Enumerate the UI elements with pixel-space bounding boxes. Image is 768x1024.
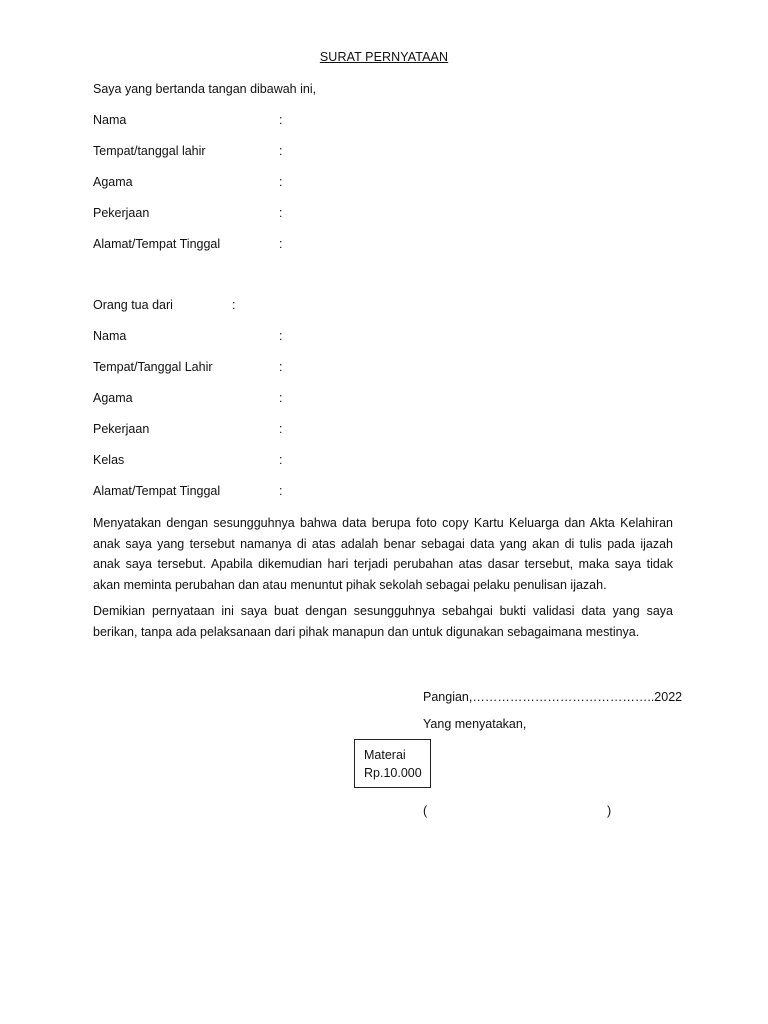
field-label: Agama xyxy=(93,175,133,189)
materai-label: Materai xyxy=(364,748,406,762)
field-label: Alamat/Tempat Tinggal xyxy=(93,484,221,498)
child-field-birth xyxy=(93,360,393,378)
signature-paren-close: ) xyxy=(607,804,612,818)
field-colon: : xyxy=(279,453,283,467)
child-field-address xyxy=(93,484,393,502)
field-colon: : xyxy=(279,144,283,158)
field-colon: : xyxy=(279,360,283,374)
field-colon: : xyxy=(279,206,283,220)
field-colon: : xyxy=(232,298,236,312)
closing-paragraph: Demikian pernyataan ini saya buat dengan sesungguhnya sebahgai bukti validasi data yang saya berikan, tanpa ada pelaksanaan dari pihak manapun dan untuk digunakan sebagaimana mestinya. xyxy=(93,604,673,639)
field-colon: : xyxy=(279,237,283,251)
field-label: Kelas xyxy=(93,453,125,467)
self-field-religion xyxy=(93,175,393,193)
self-field-occupation xyxy=(93,206,393,224)
materai-stamp-box xyxy=(354,739,431,788)
place-date: Pangian,……………………………………..2022 xyxy=(423,690,683,704)
intro-text: Saya yang bertanda tangan dibawah ini, xyxy=(93,82,317,96)
self-field-birth xyxy=(93,144,393,162)
field-label: Tempat/Tanggal Lahir xyxy=(93,360,213,374)
field-colon: : xyxy=(279,113,283,127)
field-label: Tempat/tanggal lahir xyxy=(93,144,206,158)
field-label: Agama xyxy=(93,391,133,405)
self-field-address xyxy=(93,237,393,255)
field-label: Pekerjaan xyxy=(93,422,150,436)
statement-paragraph: Menyatakan dengan sesungguhnya bahwa data berupa foto copy Kartu Keluarga dan Akta Kelahiran anak saya yang tersebut namanya di atas adalah benar sebagai data yang akan di tulis pada ijazah anak saya tersebut. Apabila dikemudian hari terjadi perubahan atas dasar tersebut, maka saya tidak akan meminta perubahan dan atau menuntut pihak sekolah sebagai pelaku penulisan ijazah. xyxy=(93,516,673,592)
child-field-class xyxy=(93,453,393,471)
field-label: Nama xyxy=(93,113,127,127)
child-field-religion xyxy=(93,391,393,409)
field-label: Alamat/Tempat Tinggal xyxy=(93,237,221,251)
signature-paren-open: ( xyxy=(423,804,428,818)
document-title: SURAT PERNYATAAN xyxy=(319,50,449,64)
parent-of-label: Orang tua dari xyxy=(93,298,173,312)
field-label: Nama xyxy=(93,329,127,343)
field-colon: : xyxy=(279,175,283,189)
field-label: Pekerjaan xyxy=(93,206,150,220)
self-field-name xyxy=(93,113,393,131)
child-field-occupation xyxy=(93,422,393,440)
field-colon: : xyxy=(279,422,283,436)
child-field-name xyxy=(93,329,393,347)
stated-by: Yang menyatakan, xyxy=(423,717,527,731)
field-colon: : xyxy=(279,484,283,498)
field-colon: : xyxy=(279,329,283,343)
materai-value: Rp.10.000 xyxy=(364,766,422,780)
field-colon: : xyxy=(279,391,283,405)
parent-of-row xyxy=(93,298,293,316)
